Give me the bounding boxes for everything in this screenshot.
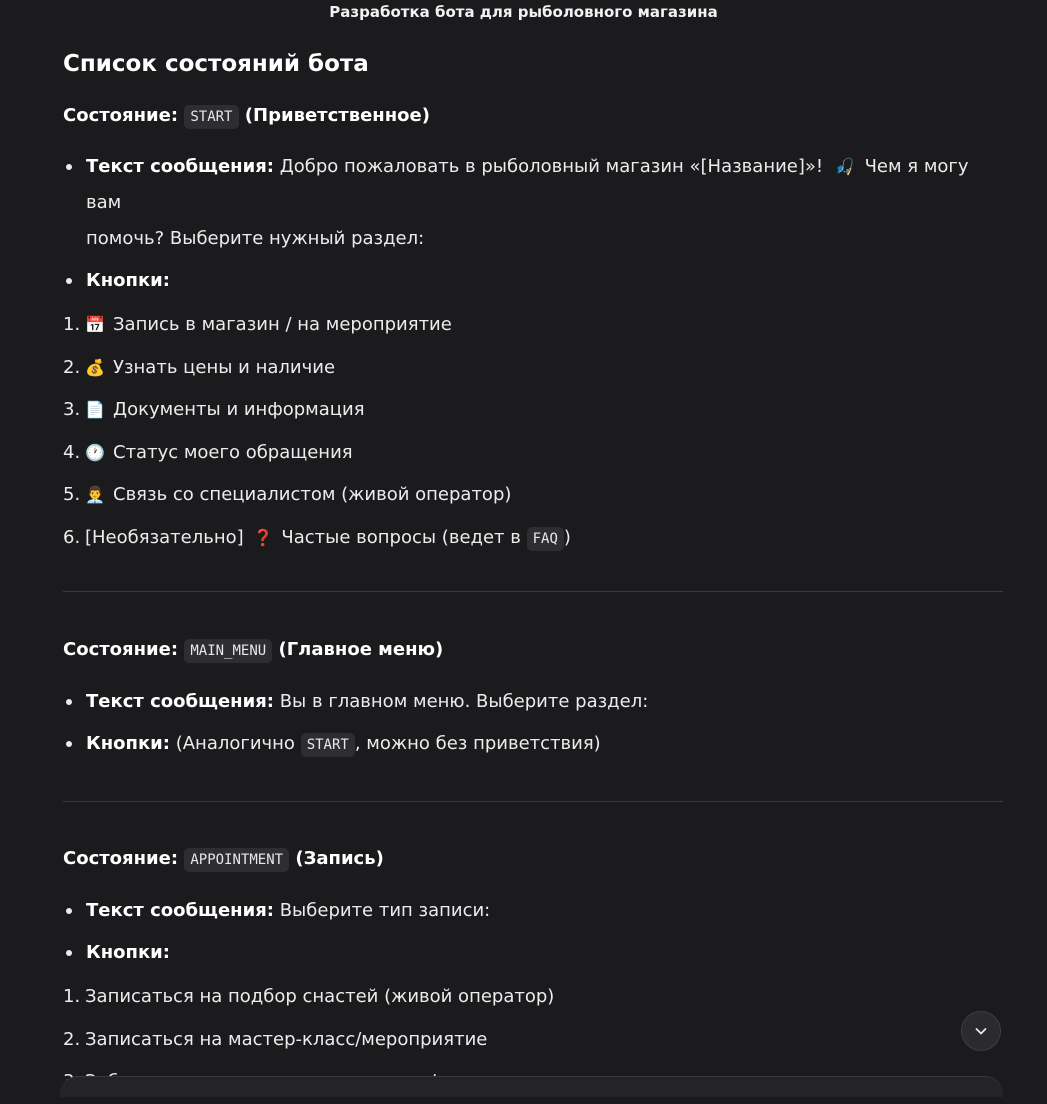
conversation-title: Разработка бота для рыболовного магазина	[329, 3, 718, 21]
page-heading: Список состояний бота	[63, 51, 369, 77]
list-number: 4.	[63, 441, 81, 463]
message-text-line1: Добро пожаловать в рыболовный магазин «[Название]»!	[279, 156, 824, 177]
start-buttons-list	[63, 304, 1003, 559]
buttons-item	[63, 935, 1003, 971]
list-item	[63, 517, 1003, 560]
list-item	[63, 304, 1003, 347]
office-worker-icon: 👨‍💼	[85, 485, 105, 504]
money-bag-icon: 💰	[85, 357, 105, 377]
question-mark-icon: ❓	[253, 527, 274, 547]
list-item	[63, 389, 1003, 432]
list-item-label: Записаться на подбор снастей (живой оператор)	[85, 986, 555, 1007]
state-main-menu-details	[63, 684, 1003, 763]
chevron-down-icon	[973, 1023, 989, 1039]
list-number: 1.	[63, 986, 81, 1007]
list-item-label: Связь со специалистом (живой оператор)	[113, 484, 512, 505]
state-title-appointment: (Запись)	[295, 848, 384, 869]
list-item-label: Документы и информация	[113, 399, 365, 420]
buttons-item	[63, 726, 1003, 763]
list-number: 6.	[63, 526, 81, 548]
list-item-label: Записаться на мастер-класс/мероприятие	[85, 1028, 488, 1050]
list-item-label: Запись в магазин / на мероприятие	[113, 314, 452, 335]
list-item	[63, 474, 1003, 517]
list-number: 1.	[63, 314, 81, 335]
buttons-suffix: , можно без приветствия)	[354, 733, 601, 754]
fishing-rod-icon: 🎣	[834, 157, 855, 176]
message-text-line2: помочь? Выберите нужный раздел:	[86, 228, 425, 249]
faq-code: FAQ	[527, 527, 564, 551]
state-title-main-menu: (Главное меню)	[278, 639, 444, 660]
composer-edge	[60, 1076, 1003, 1097]
list-item-label: Узнать цены и наличие	[113, 356, 336, 378]
state-label: Состояние:	[63, 105, 179, 126]
message-text-line1-rest: Чем я могу вам	[86, 156, 969, 213]
buttons-label: Кнопки:	[86, 942, 170, 963]
message-text: Вы в главном меню. Выберите раздел:	[279, 691, 649, 712]
list-item	[63, 432, 1003, 475]
message-text-label: Текст сообщения:	[86, 156, 274, 177]
state-code-start: START	[184, 105, 238, 129]
buttons-label: Кнопки:	[86, 270, 170, 291]
state-header-start	[63, 102, 1003, 131]
document-icon: 📄	[85, 400, 105, 419]
optional-label: [Необязательно]	[85, 526, 244, 548]
state-start-details	[63, 149, 1003, 299]
list-number: 5.	[63, 484, 81, 505]
message-content	[63, 44, 1003, 1104]
list-item-label: Статус моего обращения	[113, 441, 353, 463]
message-text-item	[63, 684, 1003, 720]
list-item	[63, 347, 1003, 390]
divider	[63, 801, 1003, 802]
list-number: 2.	[63, 1028, 81, 1050]
list-number: 3.	[63, 399, 81, 420]
list-item	[63, 1019, 1003, 1062]
start-code: START	[301, 733, 355, 757]
state-label: Состояние:	[63, 639, 179, 660]
list-number: 2.	[63, 356, 81, 378]
scroll-to-bottom-button[interactable]	[961, 1011, 1001, 1051]
state-label: Состояние:	[63, 848, 179, 869]
list-item-label: Частые вопросы (ведет в	[281, 526, 521, 548]
buttons-item	[63, 263, 1003, 299]
state-header-appointment	[63, 845, 1003, 874]
message-text-item	[63, 893, 1003, 929]
list-item	[63, 976, 1003, 1019]
state-code-appointment: APPOINTMENT	[184, 848, 289, 872]
buttons-label: Кнопки:	[86, 733, 170, 754]
message-text-label: Текст сообщения:	[86, 900, 274, 921]
buttons-prefix: (Аналогично	[175, 733, 295, 754]
state-code-main-menu: MAIN_MENU	[184, 639, 272, 663]
message-text-item	[63, 149, 1003, 257]
state-title-start: (Приветственное)	[244, 105, 430, 126]
message-text-label: Текст сообщения:	[86, 691, 274, 712]
list-item-suffix: )	[563, 526, 571, 548]
state-appointment-details	[63, 893, 1003, 971]
calendar-icon: 📅	[85, 315, 105, 334]
message-text: Выберите тип записи:	[279, 900, 491, 921]
state-header-main-menu	[63, 636, 1003, 665]
divider	[63, 591, 1003, 592]
clock-icon: 🕐	[85, 442, 105, 462]
